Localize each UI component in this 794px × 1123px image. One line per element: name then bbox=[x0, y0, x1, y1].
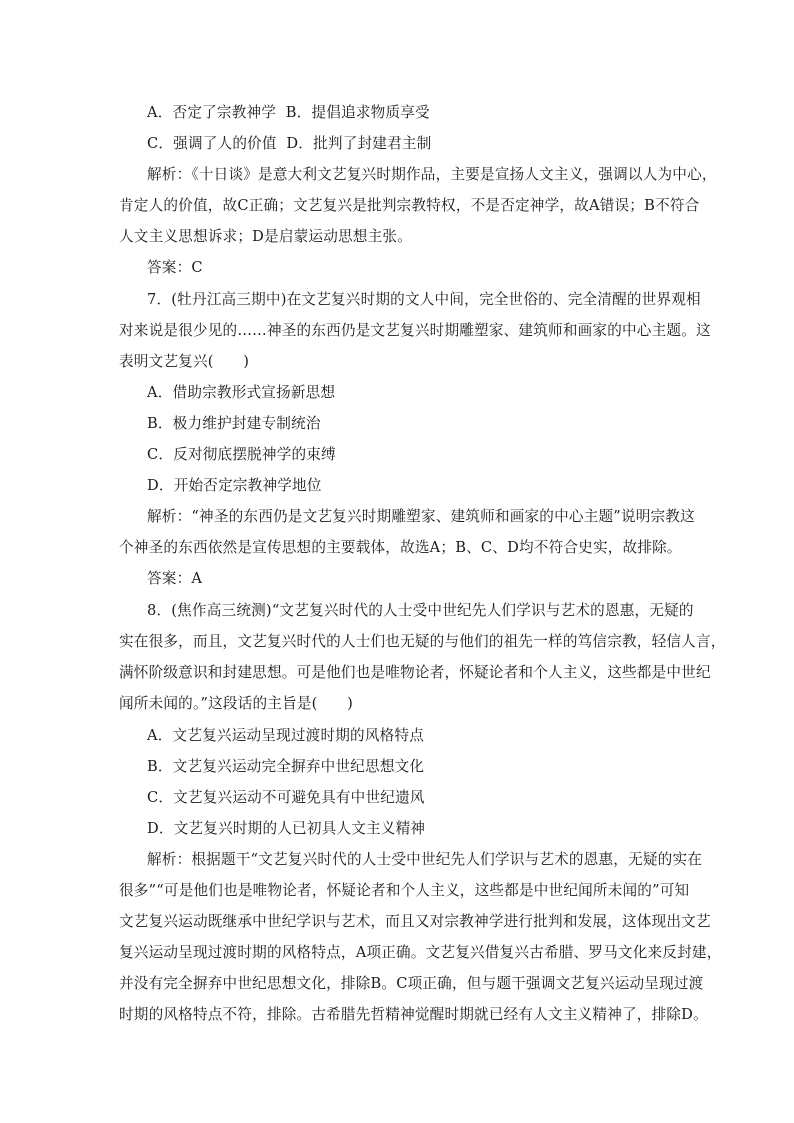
q8-analysis-line: 复兴运动呈现过渡时期的风格特点，A项正确。文艺复兴借复兴古希腊、罗马文化来反封建， bbox=[119, 944, 722, 961]
q7-answer: 答案：A bbox=[147, 570, 203, 587]
q6-options-row-1 bbox=[147, 103, 430, 123]
q7-stem-line: 表明文艺复兴( ) bbox=[119, 353, 250, 370]
q6-analysis-line: 解析：《十日谈》是意大利文艺复兴时期作品，主要是宣扬人文主义，强调以人为中心， bbox=[147, 166, 717, 183]
q7-option-c: C．反对彻底摆脱神学的束缚 bbox=[147, 446, 336, 463]
q6-analysis-line: 人文主义思想诉求；D是启蒙运动思想主张。 bbox=[119, 228, 412, 245]
q7-stem-line: 对来说是很少见的……神圣的东西仍是文艺复兴时期雕塑家、建筑师和画家的中心主题。这 bbox=[119, 322, 711, 339]
q6-option-a: A．否定了宗教神学 bbox=[147, 104, 277, 121]
q8-stem-line: 满怀阶级意识和封建思想。可是他们也是唯物论者，怀疑论者和个人主义，这些都是中世纪 bbox=[119, 664, 711, 681]
q8-stem-line: 8．(焦作高三统测)“文艺复兴时代的人士受中世纪先人们学识与艺术的恩惠，无疑的 bbox=[147, 602, 694, 619]
q8-analysis-line: 并没有完全摒弃中世纪思想文化，排除B。C项正确，但与题干强调文艺复兴运动呈现过渡 bbox=[119, 975, 704, 992]
q8-analysis-line: 时期的风格特点不符，排除。古希腊先哲精神觉醒时期就已经有人文主义精神了，排除D。 bbox=[119, 1006, 708, 1023]
q7-analysis-line: 个神圣的东西依然是宣传思想的主要载体，故选A；B、C、D均不符合史实，故排除。 bbox=[119, 539, 682, 556]
q7-analysis-line: 解析：“神圣的东西仍是文艺复兴时期雕塑家、建筑师和画家的中心主题”说明宗教这 bbox=[147, 508, 695, 525]
q8-option-b: B．文艺复兴运动完全摒弃中世纪思想文化 bbox=[147, 758, 425, 775]
q8-stem-line: 实在很多，而且，文艺复兴时代的人士们也无疑的与他们的祖先一样的笃信宗教，轻信人言， bbox=[119, 633, 726, 650]
q7-stem-line: 7．(牡丹江高三期中)在文艺复兴时期的文人中间，完全世俗的、完全清醒的世界观相 bbox=[147, 291, 701, 308]
q6-option-c: C．强调了人的价值 bbox=[147, 135, 277, 152]
q6-analysis-line: 肯定人的价值，故C正确；文艺复兴是批判宗教特权，不是否定神学，故A错误；B不符合 bbox=[119, 197, 700, 214]
q8-stem-line: 闻所未闻的。”这段话的主旨是( ) bbox=[119, 695, 354, 712]
q8-option-a: A．文艺复兴运动呈现过渡时期的风格特点 bbox=[147, 727, 425, 744]
q6-option-d: D．批判了封建君主制 bbox=[286, 135, 432, 152]
q7-option-a: A．借助宗教形式宣扬新思想 bbox=[147, 384, 336, 401]
q7-option-b: B．极力维护封建专制统治 bbox=[147, 415, 321, 432]
q8-analysis-line: 很多”“可是他们也是唯物论者，怀疑论者和个人主义，这些都是中世纪闻所未闻的”可知 bbox=[119, 882, 690, 899]
q7-option-d: D．开始否定宗教神学地位 bbox=[147, 477, 322, 494]
q6-answer: 答案：C bbox=[147, 259, 203, 276]
q8-option-d: D．文艺复兴时期的人已初具人文主义精神 bbox=[147, 820, 426, 837]
q8-option-c: C．文艺复兴运动不可避免具有中世纪遗风 bbox=[147, 789, 425, 806]
q6-option-b: B．提倡追求物质享受 bbox=[285, 104, 430, 121]
q6-options-row-2 bbox=[147, 134, 431, 154]
q8-analysis-line: 解析：根据题干“文艺复兴时代的人士受中世纪先人们学识与艺术的恩惠，无疑的实在 bbox=[147, 851, 703, 868]
q8-analysis-line: 文艺复兴运动既继承中世纪学识与艺术，而且又对宗教神学进行批判和发展，这体现出文艺 bbox=[119, 913, 711, 930]
